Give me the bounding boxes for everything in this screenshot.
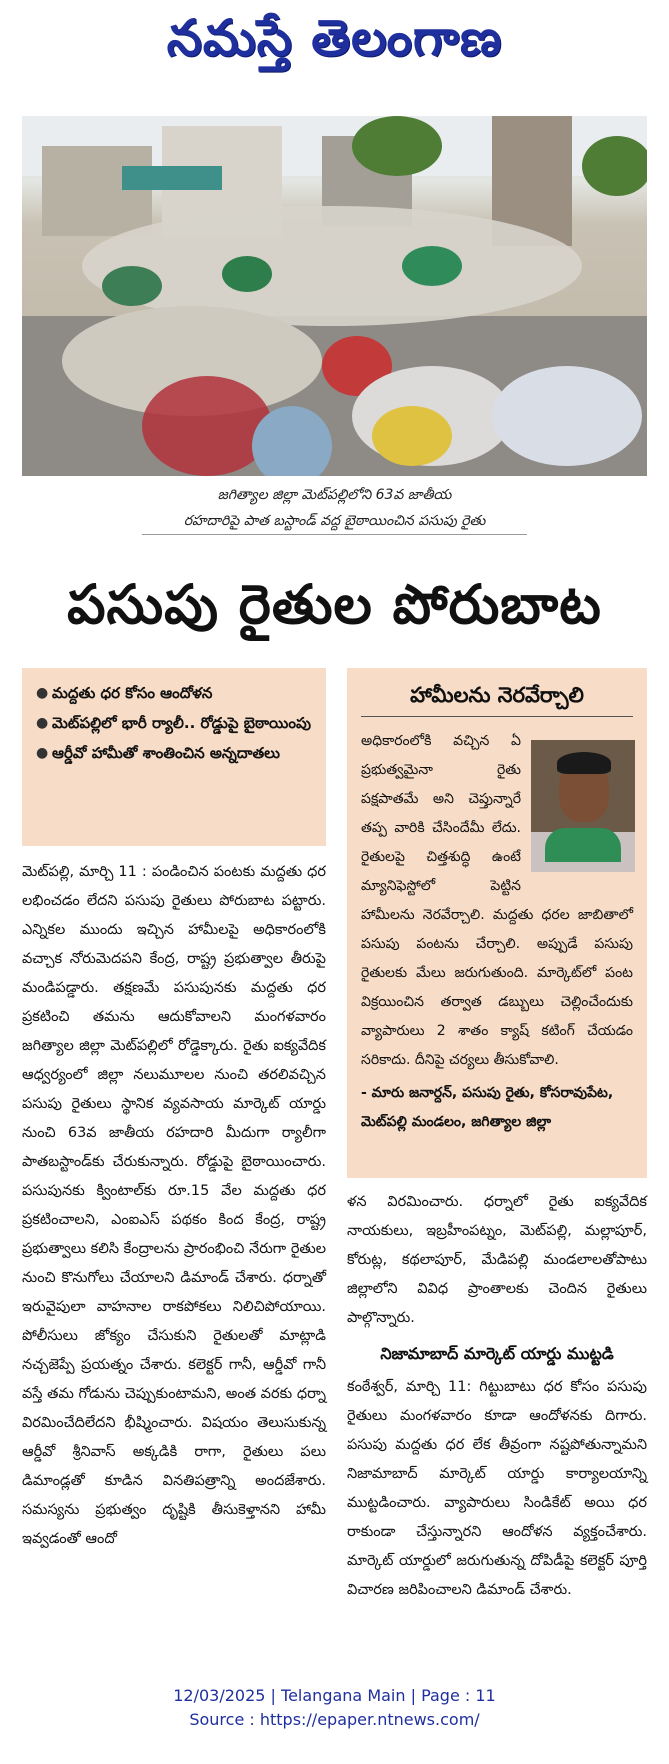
highlight-item: ● మెట్‌పల్లిలో భారీ ర్యాలీ.. రోడ్డుపై బైఠాయింపు — [36, 708, 316, 738]
article-body-column-2 — [347, 1188, 647, 1605]
bullet-icon: ● — [36, 745, 49, 761]
caption-divider — [142, 534, 527, 535]
page-footer — [0, 1684, 669, 1732]
highlight-item: ● మద్దతు ధర కోసం ఆందోళన — [36, 678, 316, 708]
article-headline: పసుపు రైతుల పోరుబాట — [67, 572, 602, 636]
photo-caption — [22, 482, 647, 534]
quote-box-title: హామీలను నెరవేర్చాలి — [410, 683, 584, 707]
farmer-portrait — [531, 740, 635, 872]
highlight-item: ● ఆర్డీవో హామీతో శాంతించిన అన్నదాతలు — [36, 738, 316, 768]
edition-info: 12/03/2025 | Telangana Main | Page : 11 — [173, 1686, 496, 1705]
caption-line-1: జగిత్యాల జిల్లా మెట్‌పల్లిలోని 63వ జాతీయ — [217, 487, 452, 503]
newspaper-masthead: నమస్తే తెలంగాణ — [166, 8, 503, 67]
bullet-icon: ● — [36, 715, 49, 731]
sub-headline: నిజామాబాద్ మార్కెట్ యార్డు ముట్టడి — [380, 1344, 614, 1363]
article-body-column-1 — [22, 858, 326, 1554]
caption-line-2: రహదారిపై పాత బస్టాండ్ వద్ద బైఠాయించిన పసుపు రైతు — [183, 513, 486, 529]
source-link[interactable]: Source : https://epaper.ntnews.com/ — [189, 1710, 480, 1729]
news-photo — [22, 116, 647, 476]
article-paragraph: మెట్‌పల్లి, మార్చి 11 : పండించిన పంటకు మద్దతు ధర లభించడం లేదని పసుపు రైతులు పోరుబాట పట్టారు. ఎన్నికల ముందు ఇచ్చిన హామీలపై అధికారంలోకి వచ్చాక నోరుమెదపని కేంద్ర, రాష్ట్ర ప్రభుత్వాల తీరుపై మండిపడ్డారు. తక్షణమే పసుపునకు మద్దతు ధర ప్రకటించి తమను ఆదుకోవాలని మంగళవారం జగిత్యాల జిల్లా మెట్‌పల్లిలో రోడ్డెక్కారు. రైతు ఐక్యవేదిక ఆధ్వర్యంలో జిల్లా నలుమూలల నుంచి తరలివచ్చిన పసుపు రైతులు స్థానిక వ్యవసాయ మార్కెట్ యార్డు నుంచి 63వ జాతీయ రహదారి మీదుగా ర్యాలీగా పాతబస్టాండ్‌కు చేరుకున్నారు. రోడ్డుపై బైఠాయించారు. పసుపునకు క్వింటాల్‌కు రూ.15 వేల మద్దతు ధర ప్రకటించాలని, ఎంఐఎస్ పథకం కింద కేంద్ర, రాష్ట్ర ప్రభుత్వాలు కలిసి కేంద్రాలను ప్రారంభించి నేరుగా రైతుల నుంచి కొనుగోలు చేయాలని డిమాండ్ చేశారు. ధర్నాతో ఇరువైపులా వాహనాల రాకపోకలు నిలిచిపోయాయి. పోలీసులు జోక్యం చేసుకుని రైతులతో మాట్లాడి నచ్చజెప్పే ప్రయత్నం చేశారు. కలెక్టర్ గానీ, ఆర్డీవో గానీ వస్తే తమ గోడును చెప్పుకుంటామని, అంత వరకు ధర్నా విరమించేదిలేదని భీష్మించారు. విషయం తెలుసుకున్న ఆర్డీవో శ్రీనివాస్ అక్కడికి రాగా, రైతులు పలు డిమాండ్లతో కూడిన వినతిపత్రాన్ని అందజేశారు. సమస్యను ప్రభుత్వం దృష్టికి తీసుకెళ్తానని హామీ ఇవ్వడంతో ఆందో — [22, 864, 326, 1547]
farmer-quote-box — [347, 668, 647, 1178]
bullet-icon: ● — [36, 685, 49, 701]
article-paragraph: కంఠేశ్వర్, మార్చి 11: గిట్టుబాటు ధర కోసం పసుపు రైతులు మంగళవారం కూడా ఆందోళనకు దిగారు. పసుపు మద్దతు ధర లేక తీవ్రంగా నష్టపోతున్నామని నిజామాబాద్ మార్కెట్ యార్డు కార్యాలయాన్ని ముట్టడించారు. వ్యాపారులు సిండికేట్ అయి ధర రాకుండా చేస్తున్నారని ఆందోళన వ్యక్తంచేశారు. మార్కెట్ యార్డులో జరుగుతున్న దోపిడీపై కలెక్టర్ పూర్తి విచారణ జరిపించాలని డిమాండ్ చేశారు. — [347, 1379, 647, 1598]
highlights-box — [22, 668, 326, 846]
quote-box-divider — [361, 716, 633, 717]
article-paragraph: ళన విరమించారు. ధర్నాలో రైతు ఐక్యవేదిక నాయకులు, ఇబ్రహీంపట్నం, మెట్‌పల్లి, మల్లాపూర్, కోరుట్ల, కథలాపూర్, మేడిపల్లి మండలాలతోపాటు జిల్లాలోని వివిధ ప్రాంతాలకు చెందిన రైతులు పాల్గొన్నారు. — [347, 1194, 647, 1326]
quote-attribution: - మారు జనార్దన్, పసుపు రైతు, కోసరావుపేట, మెట్‌పల్లి మండలం, జగిత్యాల జిల్లా — [361, 1085, 614, 1130]
farmer-quote: అధికారంలోకి వచ్చిన ఏ ప్రభుత్వమైనా రైతు పక్షపాతమే అని చెప్తున్నారే తప్ప వారికి చేసిందేమీ లేదు. రైతులపై చిత్తశుద్ధి ఉంటే మ్యానిఫెస్టోలో పెట్టిన హామీలను నెరవేర్చాలి. మద్దతు ధరల జాబితాలో పసుపు పంటను చేర్చాలి. అప్పుడే పసుపు రైతులకు మేలు జరుగుతుంది. మార్కెట్‌లో పంట విక్రయించిన తర్వాత డబ్బులు చెల్లించేందుకు వ్యాపారులు 2 శాతం క్యాష్ కటింగ్ చేయడం సరికాదు. దీనిపై చర్యలు తీసుకోవాలి. — [361, 733, 633, 1068]
